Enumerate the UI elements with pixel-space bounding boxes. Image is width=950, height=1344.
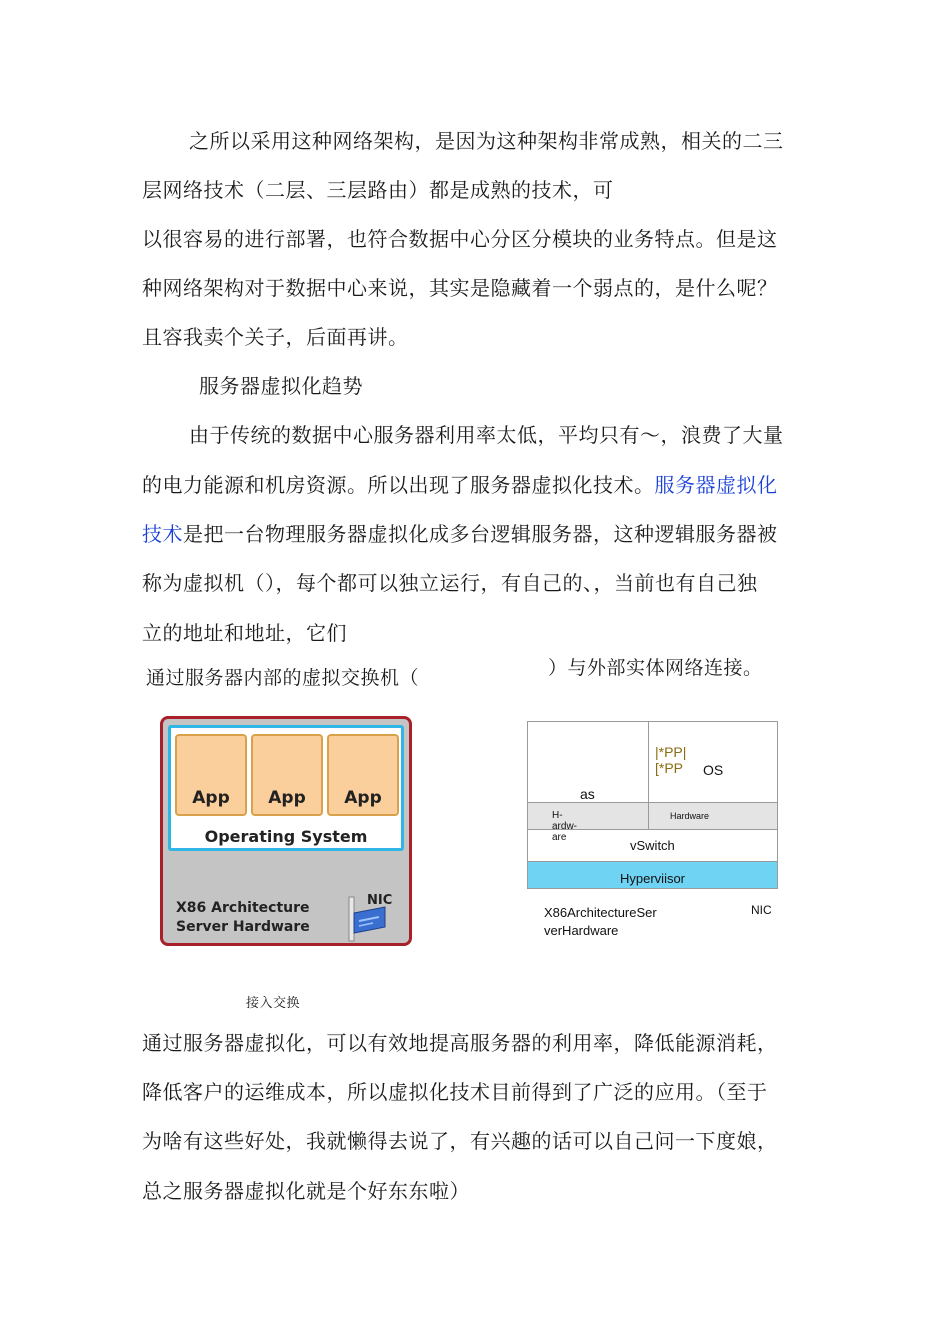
- nic-label-right: NIC: [751, 903, 772, 917]
- hardware-label-line-1: X86 Architecture: [176, 900, 310, 916]
- paragraph-2-line-6-right: ）与外部实体网络连接。: [548, 657, 763, 679]
- paragraph-1-line-2: 层网络技术（二层、三层路由）都是成熟的技术，可: [142, 178, 614, 202]
- section-heading: 服务器虚拟化趋势: [199, 374, 363, 398]
- server-virtualization-link[interactable]: 服务器虚拟化: [654, 473, 778, 497]
- hardware-label-line-2: Server Hardware: [176, 919, 310, 935]
- diagram-caption: 接入交换: [246, 996, 301, 1011]
- paragraph-2-text: 的电力能源和机房资源。所以出现了服务器虚拟化技术。: [142, 473, 655, 497]
- vm-left-hardware: [527, 802, 649, 830]
- paragraph-2-line-1: 由于传统的数据中心服务器利用率太低，平均只有〜，浪费了大量: [189, 423, 784, 447]
- server-virtualization-link-continued[interactable]: 技术: [142, 522, 183, 546]
- paragraph-2-line-3: [142, 520, 778, 548]
- paragraph-3-line-2: 降低客户的运维成本，所以虚拟化技术目前得到了广泛的应用。（至于: [142, 1080, 768, 1104]
- paragraph-1-line-4: 种网络架构对于数据中心来说，其实是隐藏着一个弱点的，是什么呢？: [142, 276, 778, 300]
- nic-label: NIC: [367, 893, 393, 908]
- vm-hardware-label-right: Hardware: [670, 811, 710, 821]
- paragraph-1-line-5: 且容我卖个关子，后面再讲。: [142, 325, 409, 349]
- vm-app-text: |*PP|[*PP: [655, 744, 687, 776]
- app-box: App: [175, 734, 247, 816]
- hardware-label: [176, 899, 310, 937]
- paragraph-3-line-4: 总之服务器虚拟化就是个好东东啦）: [142, 1179, 470, 1203]
- app-box: App: [327, 734, 399, 816]
- nic-card-icon: [343, 893, 389, 943]
- operating-system-box: [168, 725, 404, 851]
- server-hardware-label-line-1: X86ArchitectureSer: [544, 905, 657, 920]
- paragraph-3-line-1: 通过服务器虚拟化，可以有效地提高服务器的利用率，降低能源消耗，: [142, 1031, 778, 1055]
- vm-as-label: as: [580, 786, 595, 802]
- paragraph-2-line-6-left: 通过服务器内部的虚拟交换机（: [146, 667, 420, 689]
- vswitch-label: vSwitch: [630, 838, 675, 853]
- hypervisor-label: Hyperviisor: [620, 871, 686, 886]
- paragraph-1-line-1: 之所以采用这种网络架构，是因为这种架构非常成熟，相关的二三: [189, 129, 784, 153]
- vm-hardware-label-left: H-ardw-are: [552, 810, 578, 843]
- server-hardware-label-line-2: verHardware: [544, 923, 619, 938]
- os-label: Operating System: [204, 827, 368, 846]
- app-box: App: [251, 734, 323, 816]
- vm-os-label: OS: [703, 762, 724, 778]
- paragraph-1-line-3: 以很容易的进行部署，也符合数据中心分区分模块的业务特点。但是这: [142, 227, 778, 251]
- paragraph-3-line-3: 为啥有这些好处，我就懒得去说了，有兴趣的话可以自己问一下度娘，: [142, 1129, 778, 1153]
- paragraph-2-line-2: [142, 471, 778, 499]
- vm-right-hardware: [648, 802, 778, 830]
- paragraph-2-text: 是把一台物理服务器虚拟化成多台逻辑服务器，这种逻辑服务器被: [183, 522, 778, 546]
- paragraph-2-line-5: 立的地址和地址，它们: [142, 621, 347, 645]
- traditional-server-diagram: [160, 716, 412, 946]
- paragraph-2-line-4: 称为虚拟机（），每个都可以独立运行，有自己的、，当前也有自己独: [142, 571, 758, 595]
